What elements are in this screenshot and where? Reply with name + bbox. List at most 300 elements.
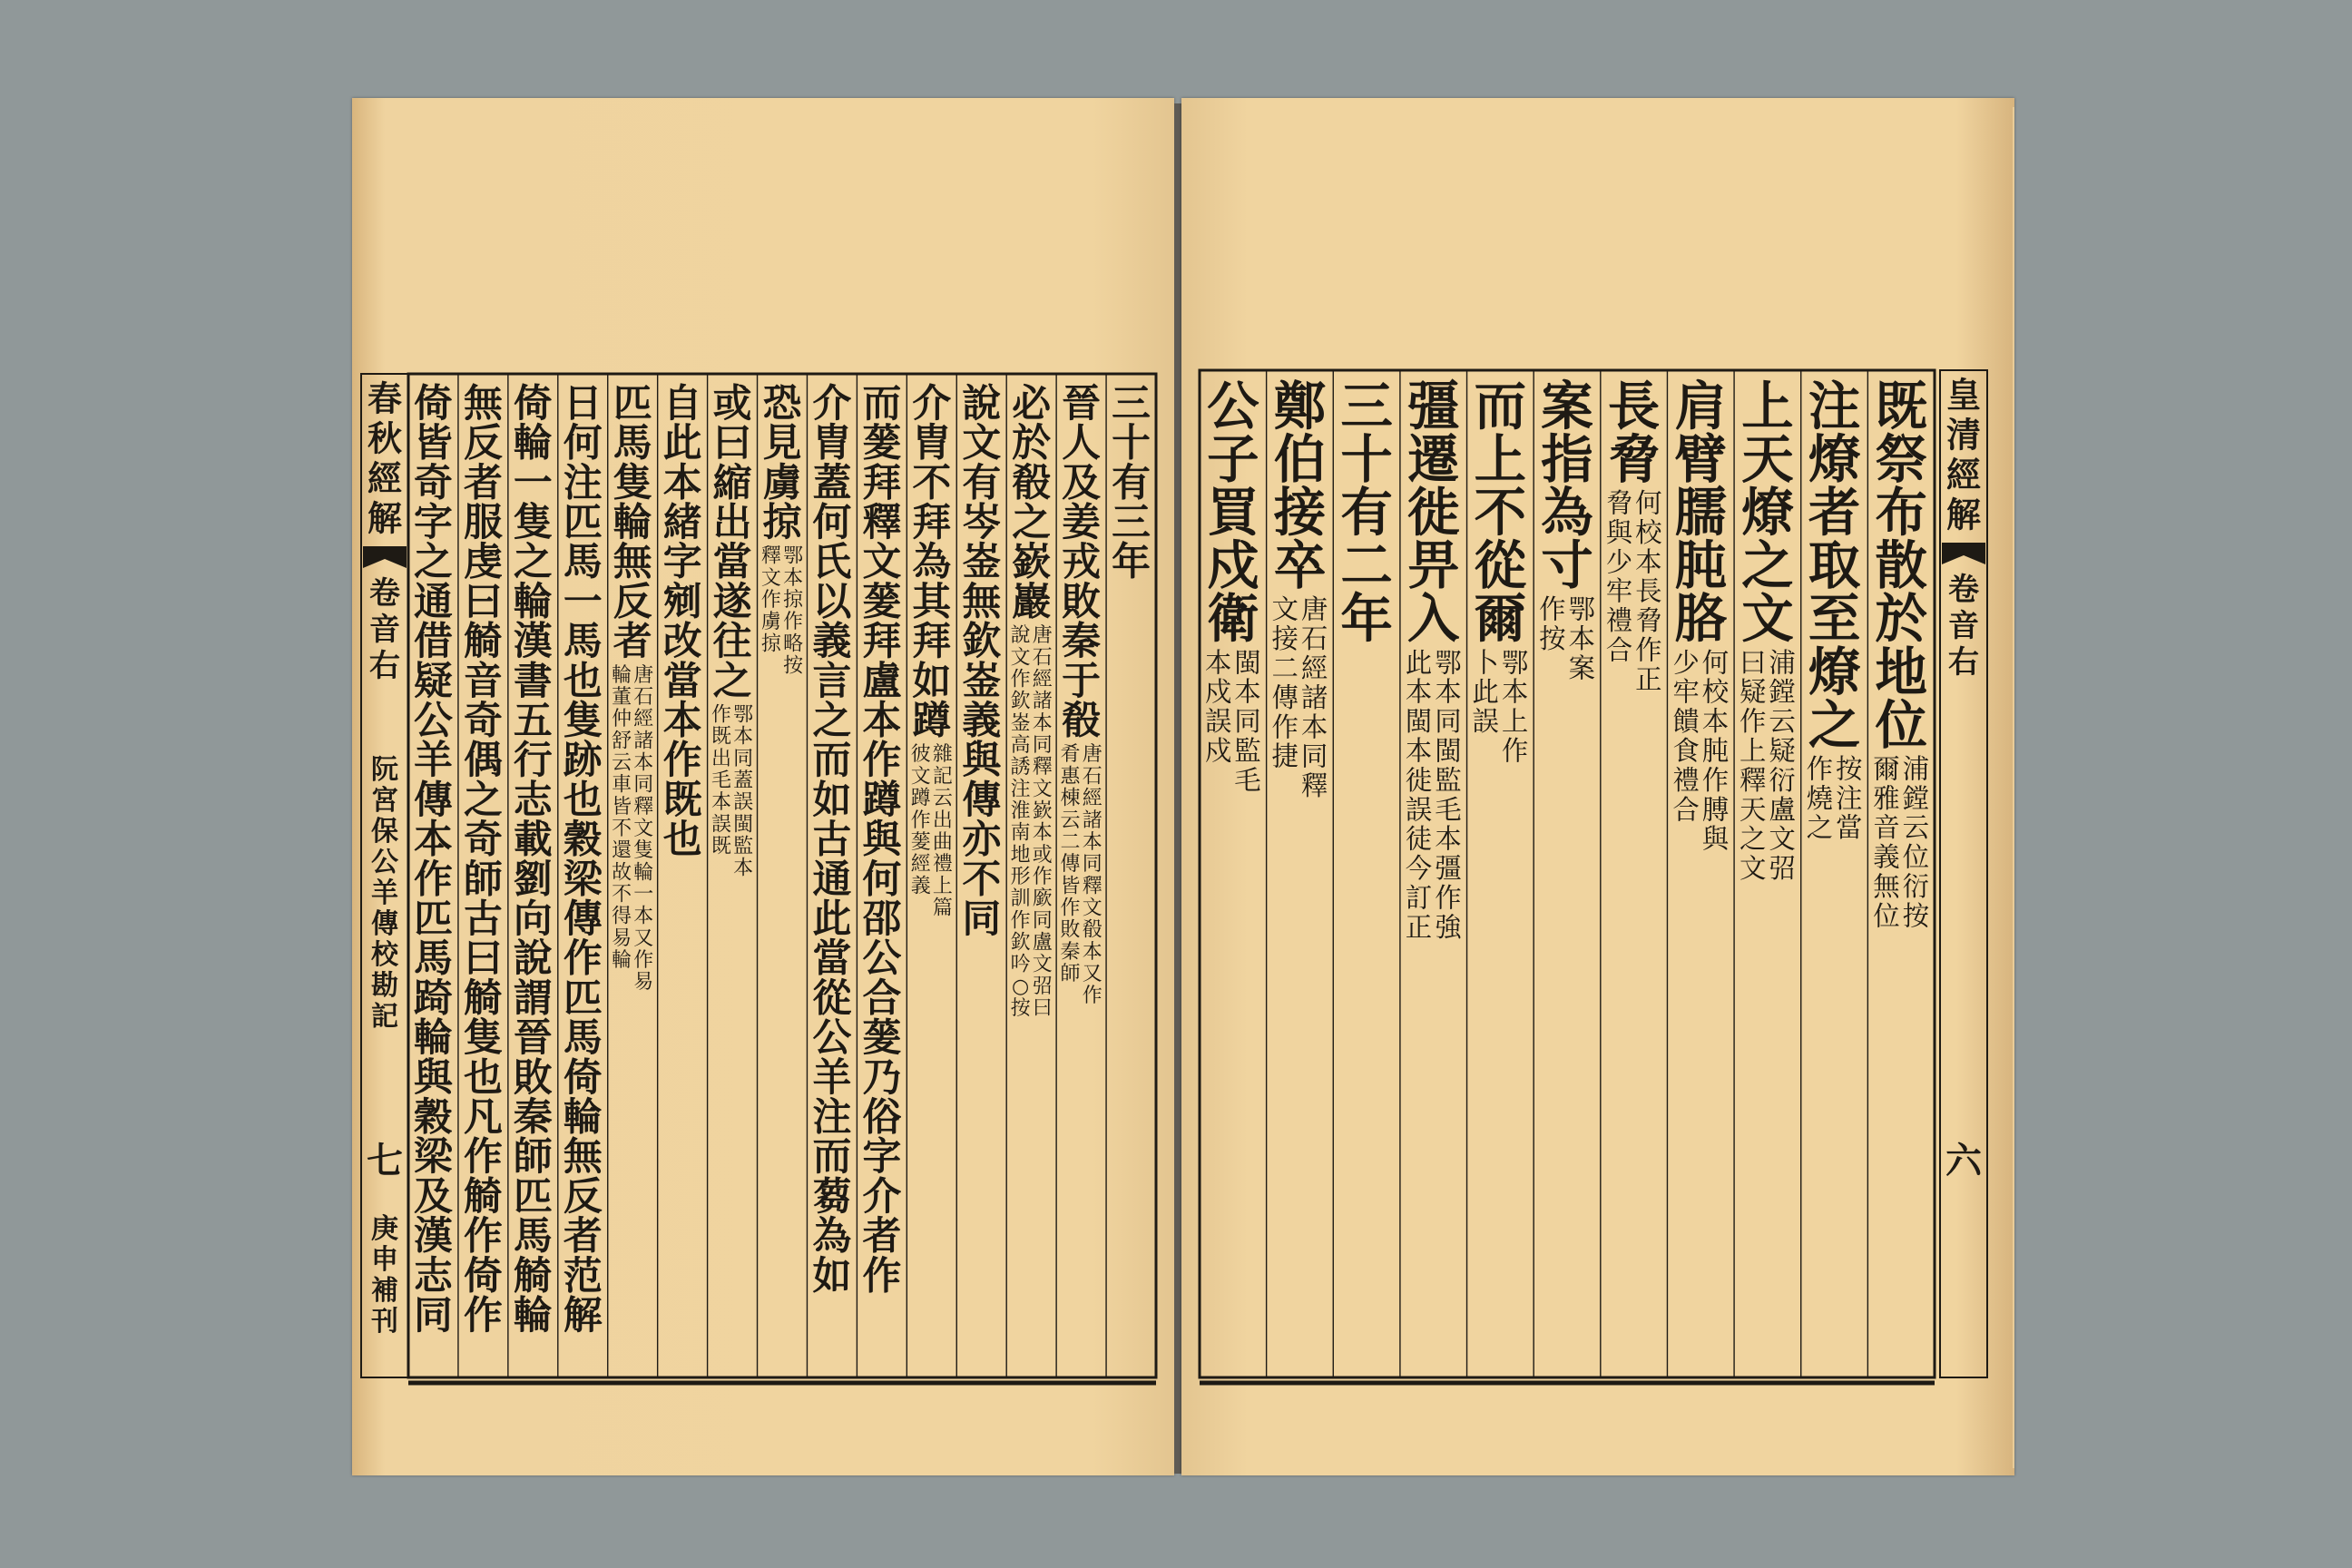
- right-column-10-note-char: 二: [1271, 652, 1298, 684]
- left-column-3-note-char: 經: [1032, 668, 1053, 691]
- left-column-2-note-char: 二: [1060, 830, 1081, 854]
- right-column-10-note-char: 釋: [1300, 770, 1328, 802]
- left-column-5-note-char: 雜: [932, 743, 953, 767]
- left-column-14-main-char: 觭: [463, 975, 503, 1022]
- right-margin-chapter: [1948, 572, 1979, 681]
- left-column-2-note-char: 經: [1082, 787, 1102, 810]
- left-column-15-main-char: 志: [414, 1253, 453, 1299]
- right-column-1-main: [1875, 375, 1926, 756]
- left-colophon-text-char: 傳: [371, 907, 398, 940]
- right-margin-folio-char: 六: [1945, 1139, 1982, 1182]
- right-column-4-note-char: 饋: [1672, 706, 1700, 738]
- left-column-2-note-char: 皆: [1060, 875, 1081, 898]
- right-column-5-note-char: 少: [1605, 546, 1633, 578]
- right-column-6-note-char: 鄂: [1568, 593, 1595, 625]
- left-column-3-note-char: 注: [1010, 778, 1031, 801]
- right-column-1-main-char: 於: [1875, 587, 1927, 650]
- right-column-10-note-char: 傳: [1271, 681, 1298, 713]
- left-column-7-main: [813, 381, 854, 1299]
- left-column-8-main: [763, 381, 803, 545]
- left-column-15-main-char: 穀: [414, 1094, 453, 1141]
- right-column-7-main-char: 上: [1474, 427, 1527, 490]
- left-column-7-main-char: 為: [812, 1213, 852, 1259]
- right-column-1-note-char: 位: [1902, 841, 1930, 873]
- right-column-8-main-char: 遷: [1407, 427, 1460, 490]
- left-column-5-main-char: 不: [912, 460, 952, 506]
- left-column-12-main: [564, 381, 604, 1338]
- left-column-5-main-char: 蹲: [912, 698, 952, 744]
- left-column-2-main-char: 殽: [1062, 698, 1102, 744]
- right-column-8-note-char: 訂: [1405, 882, 1433, 914]
- left-column-3-note-char: 同: [1032, 733, 1053, 757]
- left-column-7-main-char: 何: [812, 499, 852, 545]
- right-column-6-main-char: 案: [1541, 375, 1593, 437]
- left-column-15-main-char: 作: [414, 857, 453, 903]
- left-fish-tail-mark: [363, 546, 407, 568]
- left-column-2-note-char: 秦: [1060, 940, 1081, 964]
- right-column-8-main: [1407, 375, 1460, 649]
- left-margin-chapter-char: 音: [369, 612, 400, 649]
- right-column-8-note-char: 正: [1405, 911, 1433, 943]
- left-column-3-main-char: 嶔: [1012, 539, 1052, 585]
- left-column-13-main-char: 向: [513, 897, 553, 943]
- left-column-2-note-char: 石: [1082, 765, 1102, 789]
- left-column-3-note-char: 按: [1010, 997, 1031, 1021]
- right-column-3-note-char: 衍: [1769, 764, 1796, 796]
- right-page: [1181, 98, 2014, 1475]
- left-column-5-note-char: 彼: [910, 743, 931, 767]
- right-column-10-main-char: 卒: [1273, 534, 1327, 597]
- right-column-7-note-char: 誤: [1472, 706, 1499, 738]
- right-column-4-main-char: 胳: [1674, 587, 1727, 650]
- left-column-7-main-char: 而: [812, 738, 852, 784]
- right-column-3-note-char: 文: [1769, 823, 1796, 855]
- right-column-2-main-char: 至: [1808, 587, 1861, 650]
- right-column-2-main-char: 取: [1808, 534, 1861, 597]
- left-column-1-main: [1112, 381, 1151, 585]
- left-column-12-main-char: 注: [563, 460, 603, 506]
- left-margin-title-char: 解: [367, 497, 403, 539]
- left-column-9-note-char: 作: [710, 703, 731, 727]
- left-colophon-text-char: 宮: [371, 784, 398, 817]
- left-column-4-main-char: 不: [962, 857, 1002, 903]
- left-column-9-note-char: 本: [710, 791, 731, 815]
- left-column-4-main-char: 傳: [962, 777, 1002, 823]
- right-fish-tail-mark: [1942, 543, 1985, 564]
- left-column-2-note-char: 殽: [1082, 918, 1102, 942]
- right-column-3-main-char: 燎: [1741, 481, 1794, 544]
- left-column-6-main-char: 與: [862, 817, 902, 863]
- left-column-5-note-char: 篇: [932, 897, 953, 920]
- left-column-2-note-char: 作: [1060, 897, 1081, 920]
- left-column-15-main-char: 及: [414, 1173, 453, 1220]
- left-column-11-note-char: 故: [612, 861, 632, 885]
- left-column-10-main-char: 本: [662, 460, 702, 506]
- right-column-3-note-char: 上: [1739, 735, 1767, 767]
- left-column-8-note-char: 鄂: [783, 544, 804, 568]
- right-column-8-note: [1406, 647, 1463, 943]
- left-column-11-note-char: 舒: [612, 730, 632, 753]
- left-column-4-main-char: 有: [962, 460, 1002, 506]
- left-colophon-text: [371, 754, 399, 1033]
- left-column-15-main-char: 之: [414, 539, 453, 585]
- left-column-8-note-char: 掠: [760, 632, 781, 656]
- left-column-2-main-char: 于: [1062, 658, 1102, 704]
- left-column-13-main: [514, 381, 554, 1338]
- left-column-10-main-char: 既: [662, 777, 702, 823]
- left-column-13-main-char: 載: [513, 817, 553, 863]
- left-colophon-date: [371, 1213, 398, 1338]
- right-column-4-note-char: 本: [1701, 706, 1730, 738]
- right-column-4-note-char: 校: [1701, 676, 1730, 708]
- left-column-10-main-char: 本: [662, 698, 702, 744]
- right-column-7-main-char: 而: [1474, 375, 1527, 437]
- right-column-8-note-char: 此: [1405, 647, 1433, 679]
- left-column-2-note-char: 本: [1082, 940, 1102, 964]
- right-column-8-note-char: 徒: [1405, 823, 1433, 855]
- left-column-6-main-char: 蓌: [862, 420, 902, 466]
- right-column-8-note-char: 本: [1435, 676, 1462, 708]
- left-column-5-main-char: 為: [912, 539, 952, 585]
- left-column-12-main-char: 反: [563, 1173, 603, 1220]
- left-column-2-main-char: 敗: [1062, 579, 1102, 625]
- left-column-11-note-char: 云: [612, 751, 632, 775]
- right-margin-title-char: 皇: [1945, 374, 1982, 416]
- left-column-1-main-char: 年: [1112, 539, 1151, 585]
- left-column-11-note-char: 輪: [612, 949, 632, 973]
- left-column-6-main-char: 字: [862, 1134, 902, 1181]
- left-column-3-note: [1011, 624, 1053, 1020]
- right-column-3-note-char: 釋: [1739, 764, 1767, 796]
- left-column-12-main-char: 倚: [563, 1054, 603, 1101]
- left-column-3-note-char: 諸: [1032, 690, 1053, 713]
- left-column-3-note-char: 淮: [1010, 799, 1031, 823]
- left-column-11-note-char: 不: [612, 818, 632, 841]
- left-column-14-main-char: 奇: [463, 698, 503, 744]
- right-column-2-note-char: 按: [1836, 753, 1863, 785]
- right-column-1-note-char: 爾: [1873, 753, 1900, 785]
- left-colophon-date-char: 刊: [371, 1305, 398, 1338]
- left-column-6-main-char: 而: [862, 380, 902, 426]
- right-column-1-note-char: 雅: [1873, 782, 1900, 814]
- right-column-9-main-char: 有: [1340, 481, 1393, 544]
- left-colophon-text-char: 記: [371, 1000, 398, 1033]
- left-column-12-main-char: 匹: [563, 499, 603, 545]
- left-column-2-note-char: 諸: [1082, 808, 1102, 832]
- left-column-15-main-char: 通: [414, 579, 453, 625]
- left-column-2-note-char: 文: [1082, 897, 1102, 920]
- left-column-10-main-char: 也: [662, 817, 702, 863]
- left-column-11-note-char: 本: [633, 751, 654, 775]
- right-column-1-main-char: 既: [1875, 375, 1927, 437]
- right-column-6-main-char: 為: [1541, 481, 1593, 544]
- left-column-9-note-char: 既: [710, 835, 731, 858]
- left-column-12-main-char: 作: [563, 936, 603, 982]
- left-column-8-main-char: 掠: [762, 499, 802, 545]
- right-page-text-block: [1181, 98, 2014, 1475]
- left-column-11-main-char: 馬: [612, 420, 652, 466]
- left-column-3-note-char: 廞: [1032, 887, 1053, 911]
- left-column-4-main-char: 欽: [962, 619, 1002, 665]
- left-column-2-main-char: 戎: [1062, 539, 1102, 585]
- right-column-8-main-char: 徙: [1407, 481, 1460, 544]
- left-column-11-note-char: 不: [612, 883, 632, 906]
- left-column-8-note: [761, 545, 804, 678]
- right-column-10-note-char: 經: [1300, 652, 1328, 684]
- left-column-10-main-char: 改: [662, 619, 702, 665]
- page-edges: [2013, 107, 2014, 1468]
- left-column-7-main-char: 當: [812, 936, 852, 982]
- right-column-5-note-char: 脅: [1605, 487, 1633, 519]
- right-column-10-note-char: 本: [1300, 711, 1328, 743]
- left-column-14-main-char: 服: [463, 499, 503, 545]
- left-column-8-note-char: 略: [783, 632, 804, 656]
- right-column-4-main: [1675, 375, 1728, 649]
- left-column-8-note-char: 按: [783, 654, 804, 678]
- left-column-2-main-char: 秦: [1062, 619, 1102, 665]
- open-book: [352, 98, 2014, 1475]
- left-column-3-note-char: 誘: [1010, 756, 1031, 779]
- left-column-3-note-char: 欽: [1010, 931, 1031, 955]
- left-column-7-main-char: 以: [812, 579, 852, 625]
- left-column-6-main-char: 公: [862, 936, 902, 982]
- right-column-9-main: [1340, 375, 1392, 649]
- left-column-5-note-char: 文: [910, 765, 931, 789]
- left-column-11-note-char: 車: [612, 773, 632, 797]
- left-column-10-main-char: 緒: [662, 499, 702, 545]
- right-column-3-note-char: 浦: [1769, 647, 1796, 679]
- right-column-4-note-char: 合: [1672, 794, 1700, 826]
- left-column-9-note-char: 既: [710, 725, 731, 749]
- right-column-5-note-char: 與: [1605, 516, 1633, 548]
- right-column-8-note-char: 今: [1405, 853, 1433, 885]
- left-column-3-note-char: 本: [1032, 821, 1053, 845]
- right-margin-chapter-char: 音: [1948, 608, 1979, 645]
- right-column-2-note: [1807, 753, 1864, 843]
- left-column-15-main-char: 奇: [414, 460, 453, 506]
- left-column-14-main-char: 之: [463, 777, 503, 823]
- left-column-11-note-char: 易: [633, 971, 654, 995]
- left-column-9-main-char: 往: [712, 619, 752, 665]
- right-column-7-note-char: 本: [1501, 676, 1529, 708]
- left-column-7-main-char: 如: [812, 1253, 852, 1299]
- right-column-4-note-char: 少: [1672, 647, 1700, 679]
- right-column-7-note-char: 卜: [1472, 647, 1499, 679]
- left-column-9-main-char: 曰: [712, 420, 752, 466]
- left-column-13-main-char: 一: [513, 460, 553, 506]
- right-column-11-note-char: 戍: [1204, 735, 1232, 767]
- left-column-5-note-char: 蹲: [910, 787, 931, 810]
- right-margin-folio: [1945, 1139, 1983, 1181]
- left-column-6-main: [862, 381, 904, 1299]
- left-column-15-main-char: 漢: [414, 1213, 453, 1259]
- left-column-14-main: [464, 381, 504, 1338]
- left-margin-folio: [367, 1139, 403, 1181]
- left-column-5-note-char: 上: [932, 875, 953, 898]
- left-column-13-main-char: 書: [513, 658, 553, 704]
- left-column-2-main-char: 及: [1062, 460, 1102, 506]
- left-margin-title-char: 經: [367, 457, 403, 499]
- left-column-3-note-char: 曰: [1032, 997, 1053, 1021]
- right-column-1-note-char: 無: [1873, 871, 1900, 903]
- left-column-3-note-char: 文: [1010, 646, 1031, 670]
- left-column-9-note-char: 鄂: [733, 703, 754, 727]
- left-column-8-note-char: 文: [760, 566, 781, 590]
- left-column-9-main-char: 出: [712, 499, 752, 545]
- right-column-3-note-char: 鏜: [1769, 676, 1796, 708]
- left-column-3-note-char: 文: [1032, 778, 1053, 801]
- right-column-8-main-char: 畀: [1407, 534, 1460, 597]
- left-column-2-note-char: 作: [1082, 985, 1102, 1008]
- right-column-2-main-char: 燎: [1808, 641, 1861, 703]
- right-column-5-main-char: 長: [1607, 375, 1661, 437]
- left-column-5-main: [912, 381, 953, 744]
- left-margin-chapter-char: 右: [369, 648, 400, 685]
- left-column-3-note-char: 作: [1010, 668, 1031, 691]
- left-column-3-note-char: 作: [1010, 909, 1031, 933]
- left-column-5-note-char: 記: [932, 765, 953, 789]
- left-column-11-note-char: 經: [633, 708, 654, 731]
- left-column-14-main-char: 隻: [463, 1015, 503, 1062]
- right-column-4-note-char: 何: [1701, 647, 1730, 679]
- right-column-8-main-char: 彊: [1407, 375, 1460, 437]
- right-column-2-main-char: 之: [1808, 693, 1861, 756]
- right-column-8-note-char: 閩: [1435, 735, 1462, 767]
- left-column-12-main-char: 也: [563, 658, 603, 704]
- left-column-7-main-char: 如: [812, 777, 852, 823]
- left-column-11-note-char: 皆: [612, 795, 632, 818]
- right-column-2-main: [1808, 375, 1861, 756]
- left-column-3-note-char: ○: [1011, 975, 1030, 998]
- right-column-2-note-char: 之: [1806, 812, 1834, 844]
- right-column-2-note-char: 燒: [1806, 782, 1834, 814]
- left-column-3-main-char: 必: [1012, 380, 1052, 426]
- left-column-14-main-char: 師: [463, 857, 503, 903]
- left-column-2-note: [1061, 743, 1102, 1007]
- right-column-3-note: [1740, 647, 1796, 884]
- left-column-9-note-char: 本: [733, 857, 754, 880]
- left-column-10-main-char: 自: [662, 380, 702, 426]
- right-column-9-main-char: 年: [1340, 587, 1393, 650]
- right-column-6-note-char: 本: [1568, 623, 1595, 655]
- left-column-11-note-char: 同: [633, 773, 654, 797]
- left-colophon-date-char: 申: [371, 1243, 398, 1276]
- right-column-1-main-char: 散: [1875, 534, 1927, 597]
- left-column-7-main-char: 注: [812, 1094, 852, 1141]
- left-column-3-note-char: 形: [1010, 866, 1031, 889]
- left-column-11-note-char: 作: [633, 949, 654, 973]
- right-column-10-main-char: 鄭: [1273, 375, 1327, 437]
- left-column-6-main-char: 邵: [862, 897, 902, 943]
- right-margin-title-char: 經: [1945, 454, 1982, 495]
- left-column-14-main-char: 觭: [463, 619, 503, 665]
- left-colophon-text-char: 校: [371, 938, 398, 971]
- left-column-13-main-char: 謂: [513, 975, 553, 1022]
- right-margin-chapter-char: 右: [1948, 644, 1979, 681]
- left-column-13-main-char: 劉: [513, 857, 553, 903]
- left-column-12-main-char: 也: [563, 777, 603, 823]
- left-column-6-main-char: 作: [862, 1253, 902, 1299]
- right-column-6-main-char: 指: [1541, 427, 1593, 490]
- left-column-2-note-char: 傳: [1060, 853, 1081, 877]
- left-column-5-note-char: 禮: [932, 853, 953, 877]
- left-column-13-main-char: 輪: [513, 579, 553, 625]
- left-column-15-main-char: 皆: [414, 420, 453, 466]
- right-column-6-note-char: 按: [1539, 623, 1566, 655]
- left-column-13-main-char: 輪: [513, 1293, 553, 1339]
- left-column-7-main-char: 言: [812, 658, 852, 704]
- left-column-7-main-char: 胄: [812, 420, 852, 466]
- left-column-12-main-char: 無: [563, 1134, 603, 1181]
- right-column-1-note-char: 音: [1873, 812, 1900, 844]
- left-column-6-main-char: 者: [862, 1213, 902, 1259]
- left-column-14-main-char: 作: [463, 1213, 503, 1259]
- right-column-3-note-char: 之: [1739, 823, 1767, 855]
- left-column-6-main-char: 蹲: [862, 777, 902, 823]
- left-column-12-main-char: 穀: [563, 817, 603, 863]
- left-column-6-main-char: 釋: [862, 499, 902, 545]
- right-column-1-note-char: 衍: [1902, 871, 1930, 903]
- left-column-9-note-char: 監: [733, 835, 754, 858]
- left-column-8-main-char: 虜: [762, 460, 802, 506]
- left-column-12-main-char: 解: [563, 1293, 603, 1339]
- left-column-11-note-char: 隻: [633, 839, 654, 863]
- right-column-5-note-char: 正: [1635, 663, 1662, 695]
- right-column-1-main-char: 布: [1875, 481, 1927, 544]
- right-column-10-note-char: 石: [1300, 623, 1328, 655]
- left-column-13-main-char: 敗: [513, 1054, 553, 1101]
- right-column-11-main-char: 衛: [1207, 587, 1259, 650]
- right-column-3-note-char: 盧: [1769, 794, 1796, 826]
- left-column-9-note-char: 本: [733, 725, 754, 749]
- right-column-1-note-char: 浦: [1902, 753, 1930, 785]
- right-column-8-note-char: 監: [1435, 764, 1462, 796]
- left-column-14-main-char: 凡: [463, 1094, 503, 1141]
- left-margin-chapter-char: 卷: [369, 575, 400, 612]
- left-column-3-note-char: 地: [1010, 843, 1031, 867]
- left-column-7-main-char: 氏: [812, 539, 852, 585]
- right-column-5-note-char: 禮: [1605, 605, 1633, 637]
- left-column-5-note: [911, 743, 953, 919]
- right-column-9-main-char: 十: [1340, 427, 1393, 490]
- left-column-7-main-char: 羊: [812, 1054, 852, 1101]
- left-column-13-main-char: 隻: [513, 499, 553, 545]
- left-column-2-note-char: 肴: [1060, 743, 1081, 767]
- left-column-6-main-char: 拜: [862, 619, 902, 665]
- left-column-11-main-char: 匹: [612, 380, 652, 426]
- left-column-14-main-char: 曰: [463, 936, 503, 982]
- left-column-13-main-char: 漢: [513, 619, 553, 665]
- left-column-2-note-char: 同: [1082, 853, 1102, 877]
- left-column-7-main-char: 公: [812, 1015, 852, 1062]
- left-colophon-text-char: 羊: [371, 877, 398, 909]
- left-column-2-note-char: 敗: [1060, 918, 1081, 942]
- left-column-14-main-char: 偶: [463, 738, 503, 784]
- right-column-1-main-char: 位: [1875, 693, 1927, 756]
- right-column-1-note-char: 云: [1902, 812, 1930, 844]
- left-column-8-note-char: 作: [783, 611, 804, 634]
- right-column-2-note-char: 當: [1836, 812, 1863, 844]
- left-column-12-main-char: 梁: [563, 857, 603, 903]
- right-column-10-main-char: 伯: [1273, 427, 1327, 490]
- right-column-5-note-char: 合: [1605, 634, 1633, 666]
- left-column-8-note-char: 掠: [783, 589, 804, 612]
- left-column-12-main-char: 跡: [563, 738, 603, 784]
- right-column-5-note-char: 何: [1635, 487, 1662, 519]
- left-column-11-note-char: 仲: [612, 708, 632, 731]
- left-column-9-note-char: 閩: [733, 813, 754, 837]
- right-column-4-main-char: 肫: [1674, 534, 1727, 597]
